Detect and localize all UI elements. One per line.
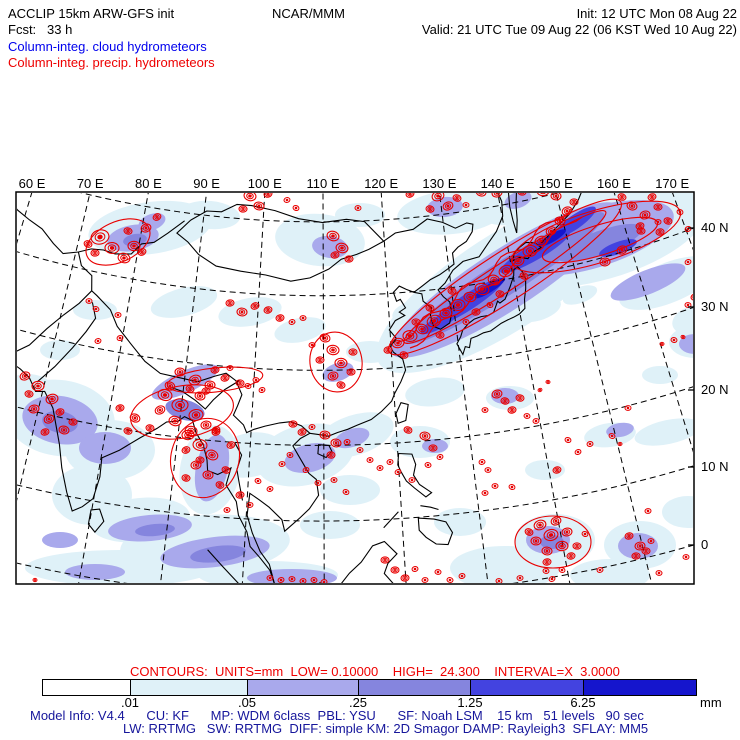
color-scale-segment (248, 680, 359, 695)
lon-tick-label: 150 E (538, 176, 573, 191)
color-scale-tick-label: 1.25 (457, 695, 483, 710)
color-scale-segment (131, 680, 248, 695)
model-info-line2: LW: RRTMG SW: RRTMG DIFF: simple KM: 2D Smagor DAMP: Rayleigh3 SFLAY: MM5 (123, 721, 649, 736)
init-time-label: Init: 12 UTC Mon 08 Aug 22 (576, 6, 737, 21)
lon-tick-label: 90 E (193, 176, 220, 191)
plot-title: ACCLIP 15km ARW-GFS init (8, 6, 175, 21)
color-scale-tick-label: .01 (120, 695, 140, 710)
precip-field-label: Column-integ. precip. hydrometeors (8, 55, 215, 70)
color-scale-segment (471, 680, 584, 695)
color-scale-unit: mm (700, 695, 722, 710)
color-scale-segment (43, 680, 131, 695)
valid-time-label: Valid: 21 UTC Tue 09 Aug 22 (06 KST Wed 10 Aug 22) (421, 22, 737, 37)
lat-tick-label: 0 (701, 536, 709, 552)
lon-tick-label: 110 E (306, 176, 340, 191)
color-scale-segment (359, 680, 471, 695)
lon-tick-label: 120 E (364, 176, 399, 191)
lat-tick-label: 40 N (701, 219, 729, 235)
model-info-line1: Model Info: V4.4 CU: KF MP: WDM 6class PBL: YSU SF: Noah LSM 15 km 51 levels 90 sec (30, 708, 644, 723)
lon-tick-label: 60 E (18, 176, 46, 191)
color-scale-segment (584, 680, 696, 695)
lon-tick-label: 70 E (76, 176, 104, 191)
contour-info-line: CONTOURS: UNITS=mm LOW= 0.10000 HIGH= 24.300 INTERVAL=X 3.0000 (130, 664, 620, 679)
cloud-field-label: Column-integ. cloud hydrometeors (8, 39, 207, 54)
lon-tick-label: 80 E (135, 176, 162, 191)
lat-tick-label: 30 N (701, 298, 729, 314)
color-scale-bar (42, 679, 697, 696)
lon-tick-label: 140 E (480, 176, 515, 191)
org-label: NCAR/MMM (272, 6, 345, 21)
color-scale-tick-label: .05 (237, 695, 257, 710)
lat-tick-label: 10 N (701, 458, 729, 474)
lon-tick-label: 170 E (655, 176, 690, 191)
lon-tick-label: 100 E (247, 176, 282, 191)
color-scale-tick-label: .25 (348, 695, 368, 710)
lat-tick-label: 20 N (701, 381, 729, 397)
lon-tick-label: 160 E (597, 176, 631, 191)
color-scale-tick-label: 6.25 (570, 695, 596, 710)
forecast-hour-label: Fcst: 33 h (8, 22, 73, 37)
lon-tick-label: 130 E (422, 176, 457, 191)
